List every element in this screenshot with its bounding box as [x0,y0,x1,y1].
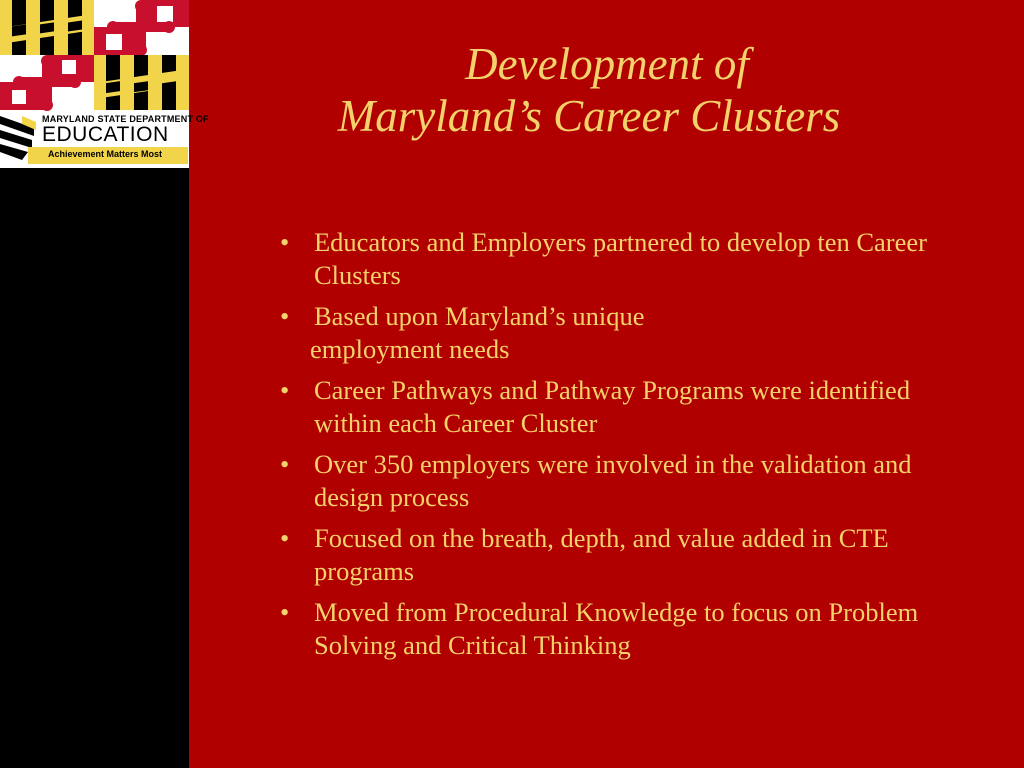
bullet-list [278,226,978,670]
maryland-flag-image [0,0,189,110]
bullet-item: • Moved from Procedural Knowledge to focus on Problem Solving and Critical Thinking [278,596,978,662]
bullet-item: • Based upon Maryland’s unique [278,300,978,333]
bullet-item: • Educators and Employers partnered to develop ten Career Clusters [278,226,978,292]
bullet-item: • Over 350 employers were involved in the validation and design process [278,448,978,514]
title-line-1: Development of [465,39,749,89]
msde-logo [0,0,209,168]
bullet-item: • Focused on the breath, depth, and value added in CTE programs [278,522,978,588]
title-line-2: Maryland’s Career Clusters [337,91,841,141]
msde-wordmark [0,110,209,168]
org-name: EDUCATION [42,123,169,146]
slide-title [190,38,1024,142]
bullet-continuation: employment needs [310,334,510,364]
bullet-item: • Career Pathways and Pathway Programs were identified within each Career Cluster [278,374,978,440]
org-line: MARYLAND STATE DEPARTMENT OF [42,114,209,124]
tagline: Achievement Matters Most [48,149,163,159]
